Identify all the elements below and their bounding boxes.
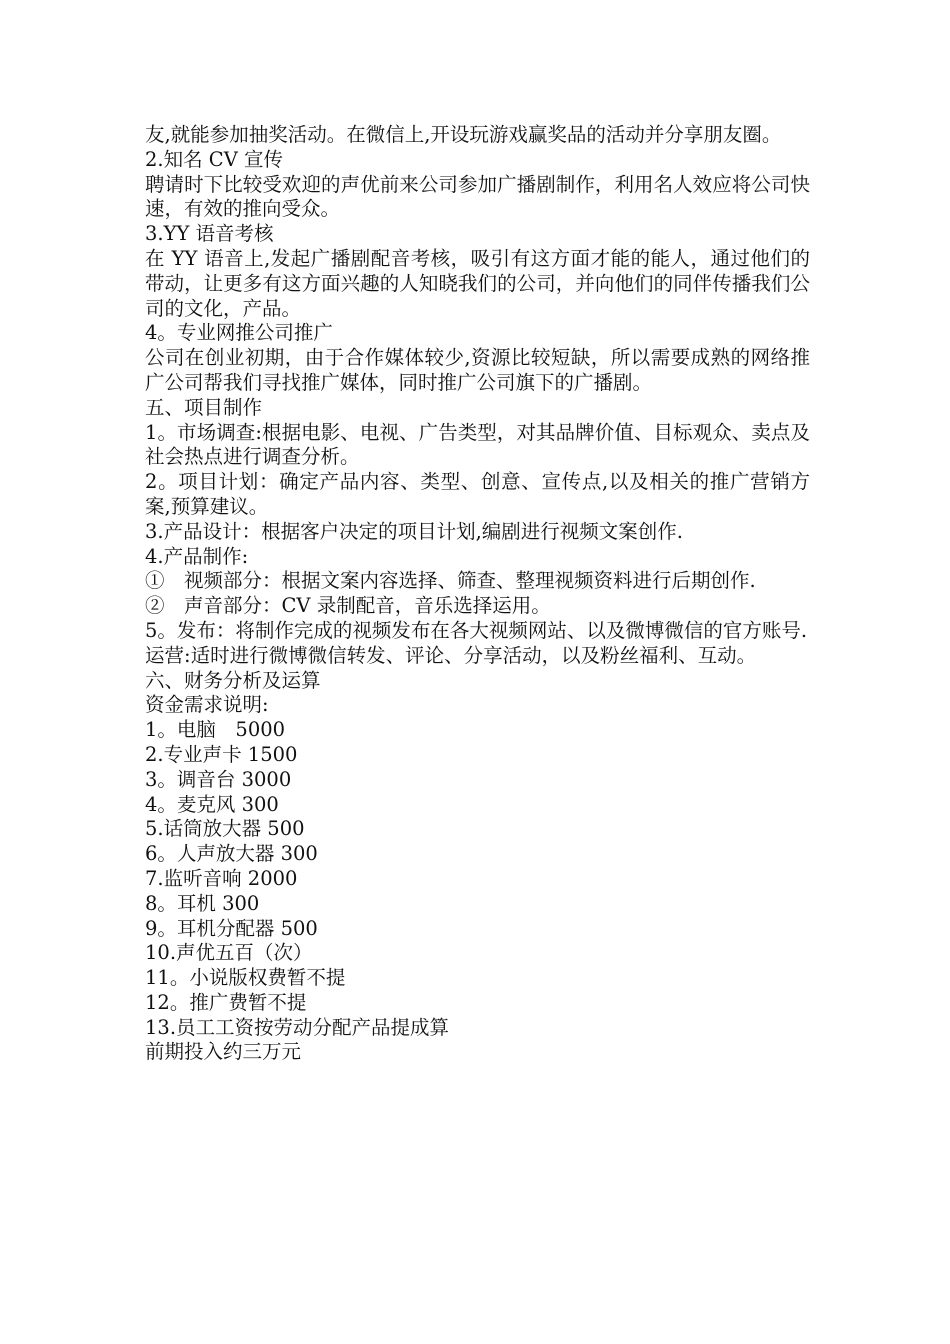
fund-item: 13.员工工资按劳动分配产品提成算 <box>145 1015 450 1039</box>
paragraph-net-promo: 公司在创业初期，由于合作媒体较少,资源比较短缺，所以需要成熟的网络推广公司帮我们寻找推广媒体，同时推广公司旗下的广播剧。 <box>145 346 810 394</box>
fund-item: 12。推广费暂不提 <box>145 990 307 1014</box>
project-step-release: 5。发布：将制作完成的视频发布在各大视频网站、以及微博微信的官方账号. <box>145 618 808 642</box>
fund-item: 1。电脑 5000 <box>145 718 286 742</box>
production-audio-part: ② 声音部分：CV 录制配音，音乐选择运用。 <box>145 594 551 618</box>
fund-item: 6。人声放大器 300 <box>145 842 318 866</box>
paragraph-yy-audition: 在 YY 语音上,发起广播剧配音考核，吸引有这方面才能的能人，通过他们的带动，让更多有这方面兴趣的人知晓我们的公司，并向他们的同伴传播我们公司的文化，产品。 <box>145 246 810 320</box>
section-heading-project: 五、项目制作 <box>145 395 263 419</box>
project-step-operation: 运营:适时进行微博微信转发、评论、分享活动，以及粉丝福利、互动。 <box>145 643 757 667</box>
fund-item: 11。小说版权费暂不提 <box>145 966 346 990</box>
fund-item: 9。耳机分配器 500 <box>145 916 318 940</box>
total-investment: 前期投入约三万元 <box>145 1040 302 1064</box>
fund-item: 8。耳机 300 <box>145 891 260 915</box>
document-page <box>145 123 810 1065</box>
fund-item: 7.监听音响 2000 <box>145 866 298 890</box>
fund-item: 3。调音台 3000 <box>145 767 292 791</box>
heading-cv-promo: 2.知名 CV 宣传 <box>145 147 284 171</box>
heading-net-promo: 4。专业网推公司推广 <box>145 321 333 345</box>
section-heading-finance: 六、财务分析及运算 <box>145 668 321 692</box>
fund-item: 5.话筒放大器 500 <box>145 817 305 841</box>
fund-needs-title: 资金需求说明: <box>145 693 269 717</box>
production-video-part: ① 视频部分：根据文案内容选择、筛查、整理视频资料进行后期创作. <box>145 569 756 593</box>
paragraph-cv-promo: 聘请时下比较受欢迎的声优前来公司参加广播剧制作，利用名人效应将公司快速，有效的推向受众。 <box>145 172 810 221</box>
fund-item: 10.声优五百（次） <box>145 941 313 965</box>
project-step-design: 3.产品设计：根据客户决定的项目计划,编剧进行视频文案创作. <box>145 519 684 543</box>
paragraph-promo-intro: 友,就能参加抽奖活动。在微信上,开设玩游戏赢奖品的活动并分享朋友圈。 <box>145 123 782 146</box>
project-step-production: 4.产品制作: <box>145 544 249 568</box>
fund-item: 4。麦克风 300 <box>145 792 279 816</box>
project-step-plan: 2。项目计划：确定产品内容、类型、创意、宣传点,以及相关的推广营销方案,预算建议。 <box>145 470 810 518</box>
fund-item: 2.专业声卡 1500 <box>145 742 298 766</box>
project-step-market-research: 1。市场调查:根据电影、电视、广告类型，对其品牌价值、目标观众、卖点及社会热点进行调查分析。 <box>145 420 810 469</box>
heading-yy-audition: 3.YY 语音考核 <box>145 222 274 246</box>
